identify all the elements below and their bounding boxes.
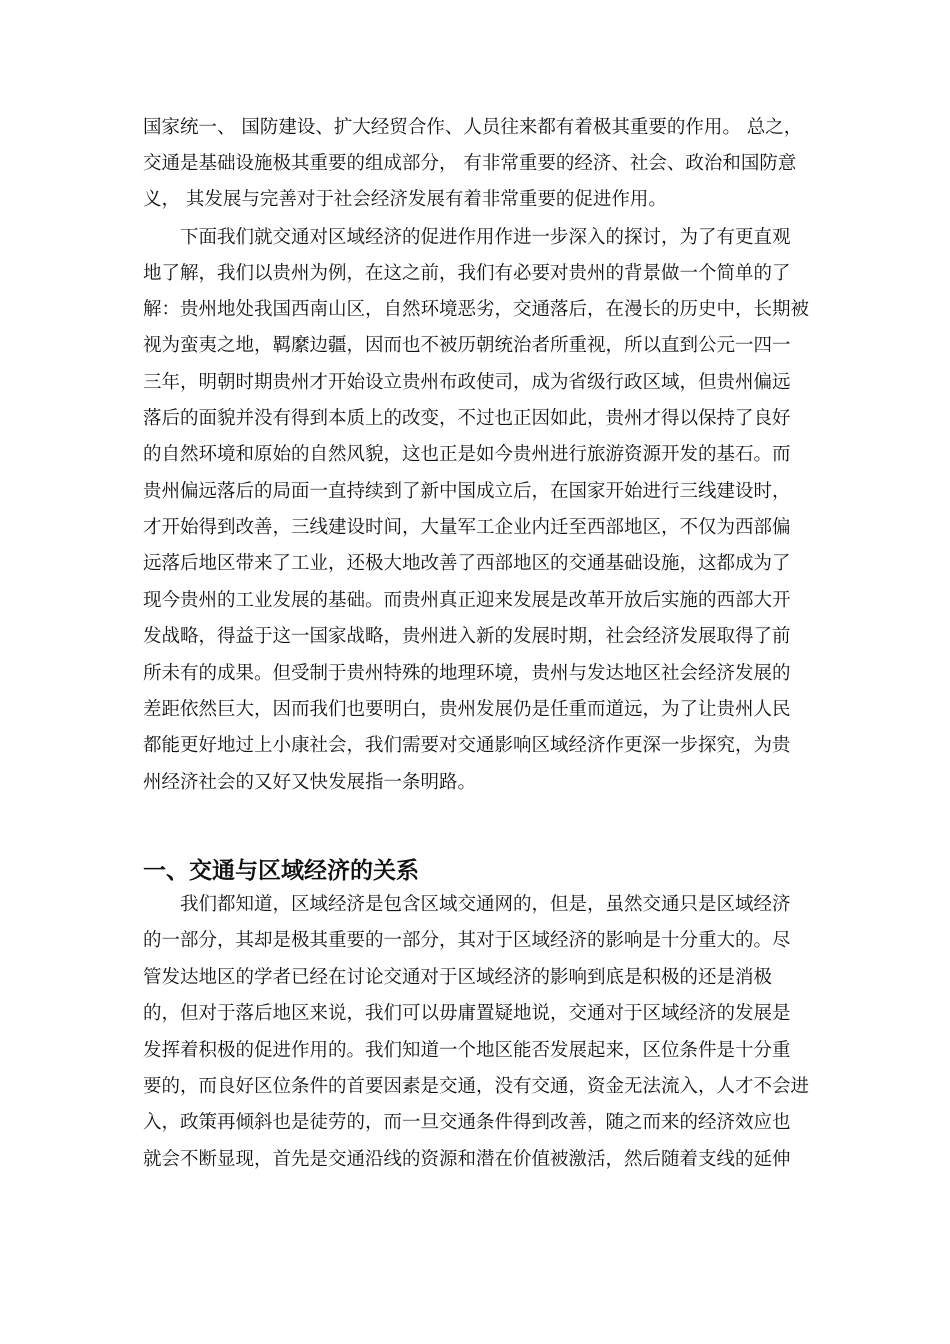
section-line-7: 入，政策再倾斜也是徒劳的，而一旦交通条件得到改善，随之而来的经济效应也 [143, 1112, 791, 1133]
paragraph-2-line-7: 的自然环境和原始的自然风貌，这也正是如今贵州进行旅游资源开发的基石。而 [143, 444, 791, 465]
section-line-6: 要的，而良好区位条件的首要因素是交通，没有交通，资金无法流入，人才不会进 [143, 1076, 810, 1097]
paragraph-1-line-3: 义， 其发展与完善对于社会经济发展有着非常重要的促进作用。 [143, 189, 667, 210]
section-line-3: 管发达地区的学者已经在讨论交通对于区域经济的影响到底是积极的还是消极 [143, 967, 773, 988]
section-line-4: 的，但对于落后地区来说，我们可以毋庸置疑地说，交通对于区域经济的发展是 [143, 1003, 791, 1024]
paragraph-2-line-10: 远落后地区带来了工业，还极大地改善了西部地区的交通基础设施，这都成为了 [143, 553, 791, 574]
section-line-5: 发挥着积极的促进作用的。我们知道一个地区能否发展起来，区位条件是十分重 [143, 1040, 791, 1061]
section-line-2: 的一部分，其却是极其重要的一部分，其对于区域经济的影响是十分重大的。尽 [143, 930, 791, 951]
paragraph-2-line-5: 三年，明朝时期贵州才开始设立贵州布政使司，成为省级行政区域，但贵州偏远 [143, 372, 791, 393]
paragraph-1-line-1: 国家统一、 国防建设、扩大经贸合作、人员往来都有着极其重要的作用。 总之， [143, 117, 803, 138]
paragraph-2-line-14: 差距依然巨大，因而我们也要明白，贵州发展仍是任重而道远，为了让贵州人民 [143, 699, 791, 720]
paragraph-2-line-6: 落后的面貌并没有得到本质上的改变，不过也正因如此，贵州才得以保持了良好 [143, 408, 791, 429]
section-line-8: 就会不断显现，首先是交通沿线的资源和潜在价值被激活，然后随着支线的延伸 [143, 1149, 791, 1170]
section-line-1: 我们都知道，区域经济是包含区域交通网的，但是，虽然交通只是区域经济 [180, 894, 791, 915]
paragraph-2-line-13: 所未有的成果。但受制于贵州特殊的地理环境，贵州与发达地区社会经济发展的 [143, 663, 791, 684]
paragraph-2-line-4: 视为蛮夷之地，羁縻边疆，因而也不被历朝统治者所重视，所以直到公元一四一 [143, 335, 791, 356]
paragraph-2-line-9: 才开始得到改善，三线建设时间，大量军工企业内迁至西部地区，不仅为西部偏 [143, 517, 791, 538]
paragraph-2-line-11: 现今贵州的工业发展的基础。而贵州真正迎来发展是改革开放后实施的西部大开 [143, 590, 791, 611]
paragraph-2-line-2: 地了解，我们以贵州为例，在这之前，我们有必要对贵州的背景做一个简单的了 [143, 263, 791, 284]
paragraph-2-line-12: 发战略，得益于这一国家战略，贵州进入新的发展时期，社会经济发展取得了前 [143, 626, 791, 647]
paragraph-2-line-3: 解：贵州地处我国西南山区，自然环境恶劣，交通落后，在漫长的历史中，长期被 [143, 299, 810, 320]
paragraph-2-line-8: 贵州偏远落后的局面一直持续到了新中国成立后，在国家开始进行三线建设时， [143, 481, 791, 502]
paragraph-1-line-2: 交通是基础设施极其重要的组成部分， 有非常重要的经济、社会、政治和国防意 [143, 153, 797, 174]
section-heading: 一、交通与区域经济的关系 [143, 858, 419, 884]
paragraph-2-line-16: 州经济社会的又好又快发展指一条明路。 [143, 772, 477, 793]
paragraph-2-line-15: 都能更好地过上小康社会，我们需要对交通影响区域经济作更深一步探究，为贵 [143, 735, 791, 756]
paragraph-2-line-1: 下面我们就交通对区域经济的促进作用作进一步深入的探讨，为了有更直观 [180, 227, 791, 248]
